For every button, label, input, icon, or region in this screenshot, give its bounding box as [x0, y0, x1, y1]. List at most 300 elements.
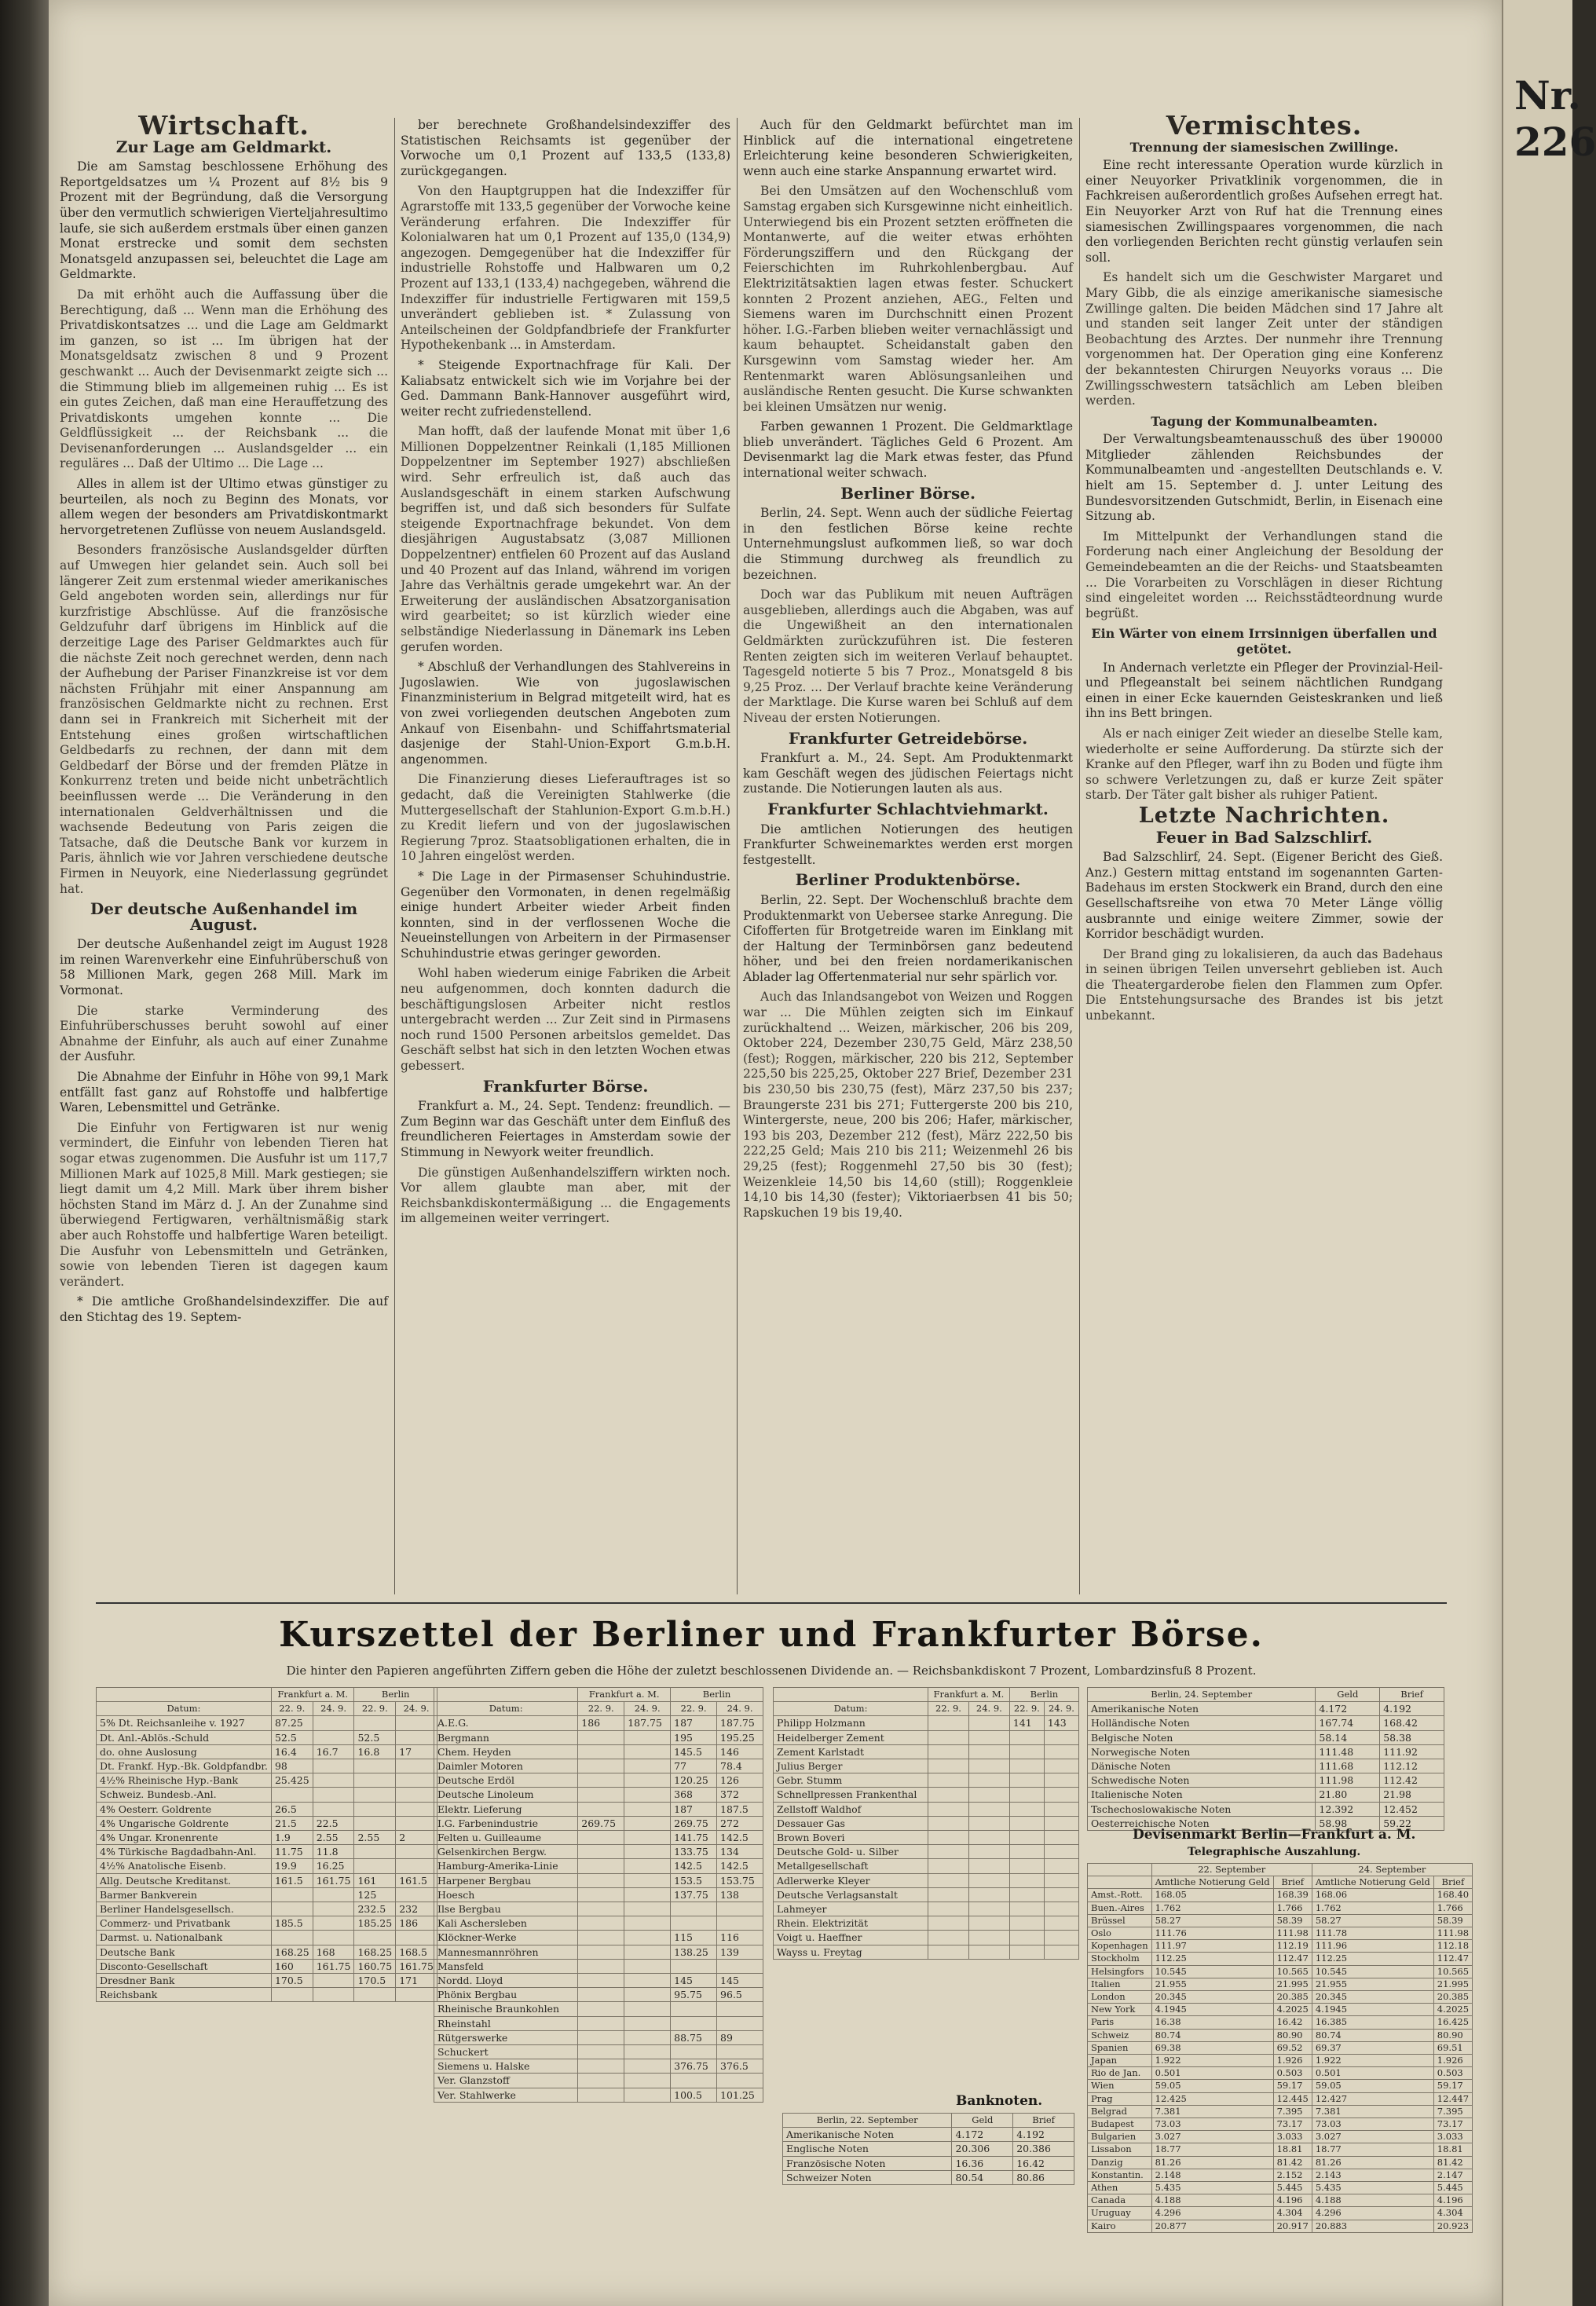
security-name: Dt. Frankf. Hyp.-Bk. Goldpfandbr. [97, 1759, 272, 1773]
rate-value: 167.74 [1316, 1716, 1380, 1730]
quote-value: 19.9 [271, 1859, 313, 1873]
quote-value [313, 1974, 354, 1988]
security-name: Kali Aschersleben [434, 1916, 578, 1931]
rate-value: 18.81 [1433, 2143, 1472, 2156]
place-name: Canada [1088, 2194, 1152, 2207]
quote-value: 185.25 [354, 1916, 396, 1931]
quote-value [928, 1945, 969, 1959]
rate-value: 1.762 [1312, 1902, 1433, 1914]
rate-value: 0.501 [1151, 2067, 1273, 2080]
filler-text: Die günstigen Außenhandelsziffern wirkten noch. Vor allem glaubte man aber, mit der Reichsbankdiskontermäßigung ... die Engagements im allgemeinen weiter verringert. [401, 1165, 730, 1226]
quote-value: 52.5 [271, 1730, 313, 1744]
quote-value [1044, 1873, 1078, 1887]
quote-value: 22.5 [313, 1816, 354, 1830]
rate-value: 7.381 [1151, 2105, 1273, 2117]
security-name: Ilse Bergbau [434, 1902, 578, 1916]
quote-value: 101.25 [717, 2088, 763, 2102]
column-header: 22. 9. [578, 1702, 624, 1716]
group-header: Berlin [354, 1688, 437, 1702]
table-row [774, 1931, 1079, 1945]
table-row [1088, 2092, 1473, 2105]
rate-value: 69.38 [1151, 2041, 1273, 2054]
quote-value [624, 2088, 671, 2102]
quote-value [624, 1916, 671, 1931]
table-row [783, 2142, 1074, 2156]
quote-value [578, 2045, 624, 2059]
currency-name: Schweizer Noten [783, 2170, 952, 2184]
devisen-subtitle: Telegraphische Auszahlung. [1188, 1846, 1361, 1858]
table-row [774, 1730, 1079, 1744]
security-name: Deutsche Bank [97, 1945, 272, 1959]
security-name: A.E.G. [434, 1716, 578, 1730]
quote-value [624, 1859, 671, 1873]
column-header: 24. 9. [396, 1702, 437, 1716]
quote-value: 161.75 [396, 1959, 437, 1973]
quote-value [1044, 1902, 1078, 1916]
security-name: Mansfeld [434, 1959, 578, 1973]
quote-value [313, 1716, 354, 1730]
newspaper-page [49, 0, 1502, 2306]
quote-value [578, 1873, 624, 1887]
quote-value [968, 1816, 1009, 1830]
table-row [1088, 2080, 1473, 2092]
table-row [434, 2088, 763, 2102]
quote-value: 2.55 [313, 1831, 354, 1845]
security-name: Darmst. u. Nationalbank [97, 1931, 272, 1945]
table-row [1088, 1744, 1444, 1759]
banknoten-table [782, 2113, 1074, 2185]
rate-value: 20.385 [1273, 1991, 1312, 2004]
rate-value: 111.92 [1380, 1744, 1444, 1759]
rate-value: 112.19 [1273, 1940, 1312, 1953]
paragraph: Farben gewannen 1 Prozent. Die Geldmarktlage blieb unverändert. Tägliches Geld 6 Prozent. Am Devisenmarkt lag die Mark etwas fester, das Pfund international weiter schwach. [743, 419, 1073, 481]
quote-value [1044, 1816, 1078, 1830]
stock-table-misc [773, 1687, 1079, 1960]
quote-value: 187.75 [624, 1716, 671, 1730]
table-row [1088, 2105, 1473, 2117]
security-name: 5% Dt. Reichsanleihe v. 1927 [97, 1716, 272, 1730]
table-row [97, 1802, 437, 1816]
quote-value: 161.75 [313, 1873, 354, 1887]
quote-value [1009, 1816, 1044, 1830]
quote-value [313, 1887, 354, 1902]
filler-text: Im Mittelpunkt der Verhandlungen stand die Forderung nach einer Angleichung der Besoldung der Gemeindebeamten an die der Reichs- und Staatsbeamten ... Die Vorarbeiten zu Vorschlägen in dieser Richtung sind eingeleitet worden ... Reichsstädteordnung wurde begrüßt. [1085, 529, 1443, 620]
rate-value: 168.06 [1312, 1889, 1433, 1902]
security-name: Metallgesellschaft [774, 1859, 928, 1873]
table-row [1088, 1773, 1444, 1788]
quote-value: 187.75 [717, 1716, 763, 1730]
quote-value [396, 1859, 437, 1873]
table-row [1088, 1902, 1473, 1914]
rate-value: 7.395 [1433, 2105, 1472, 2117]
rate-value: 20.385 [1433, 1991, 1472, 2004]
quote-value [396, 1988, 437, 2002]
rate-value: 21.995 [1273, 1978, 1312, 1990]
next-page-edge [1502, 0, 1596, 2306]
column-header: 22. 9. [354, 1702, 396, 1716]
quote-value [396, 1802, 437, 1816]
place-name: Konstantin. [1088, 2169, 1152, 2181]
quote-value [968, 1744, 1009, 1759]
table-row [97, 1773, 437, 1788]
quote-value: 185.5 [271, 1916, 313, 1931]
quote-value [624, 1759, 671, 1773]
security-name: Heidelberger Zement [774, 1730, 928, 1744]
security-name: Gelsenkirchen Bergw. [434, 1845, 578, 1859]
quote-value: 232 [396, 1902, 437, 1916]
table-row [1088, 2131, 1473, 2143]
article-title-getreideboerse: Frankfurter Getreidebörse. [788, 728, 1028, 748]
rate-value: 81.26 [1312, 2156, 1433, 2169]
table-row [1088, 2004, 1473, 2016]
quote-value [313, 1730, 354, 1744]
quote-value [1009, 1788, 1044, 1802]
quote-value [354, 1988, 396, 2002]
rate-value: 69.37 [1312, 2041, 1433, 2054]
quote-value [671, 2074, 717, 2088]
quote-value: 142.5 [671, 1859, 717, 1873]
table-row [97, 1788, 437, 1802]
quote-value [354, 1816, 396, 1830]
rate-value: 20.345 [1151, 1991, 1273, 2004]
rate-value: 10.565 [1273, 1965, 1312, 1978]
filler-text: Als er nach einiger Zeit wieder an dieselbe Stelle kam, wiederholte er seine Aufforderung. Da stürzte sich der Kranke auf den Pfleger, warf ihn zu Boden und fügte ihm so schwere Verletzungen zu, daß er kurze Zeit später starb. Der Täter galt bisher als ruhiger Patient. [1085, 726, 1443, 803]
group-header: Frankfurt a. M. [928, 1688, 1010, 1702]
quote-value: 186 [396, 1916, 437, 1931]
rate-value: 21.995 [1433, 1978, 1472, 1990]
quote-value: 161 [354, 1873, 396, 1887]
quote-value [578, 1788, 624, 1802]
table-row [774, 1916, 1079, 1931]
quote-value [671, 2016, 717, 2030]
column-header: 24. 9. [624, 1702, 671, 1716]
rate-value: 4.2025 [1273, 2004, 1312, 2016]
table-row [434, 2016, 763, 2030]
rate-value: 80.74 [1151, 2029, 1273, 2041]
quote-value [624, 1974, 671, 1988]
article-title-produktenboerse: Berliner Produktenbörse. [795, 870, 1021, 890]
quote-value: 2.55 [354, 1831, 396, 1845]
quote-value [313, 1931, 354, 1945]
article-title-kommunalbeamte: Tagung der Kommunalbeamten. [1151, 413, 1378, 429]
table-row [97, 1988, 437, 2002]
quote-value [968, 1931, 1009, 1945]
quote-value [396, 1845, 437, 1859]
quote-value [1044, 1931, 1078, 1945]
security-name: Deutsche Verlagsanstalt [774, 1887, 928, 1902]
paragraph: Eine recht interessante Operation wurde kürzlich in einer Neuyorker Privatklinik vorgenommen, die in Fachkreisen außerordentlich großes Aufsehen erregt hat. Ein Neuyorker Arzt von Ruf hat die Trennung eines siamesischen Zwillingspaares vorgenommen, die nach den vorliegenden Berichten recht günstig verlaufen sein soll. [1085, 158, 1443, 265]
table-row [1088, 2207, 1473, 2220]
column-vermischtes [1085, 110, 1443, 1029]
security-name: Adlerwerke Kleyer [774, 1873, 928, 1887]
security-name: I.G. Farbenindustrie [434, 1816, 578, 1830]
table-row [434, 2030, 763, 2044]
quote-value: 195 [671, 1730, 717, 1744]
rate-value: 111.98 [1433, 1927, 1472, 1940]
stock-table-bonds-banks [96, 1687, 437, 2002]
rate-value: 111.48 [1316, 1744, 1380, 1759]
rate-value: 16.425 [1433, 2016, 1472, 2029]
table-row [97, 1873, 437, 1887]
kurszettel-title: Kurszettel der Berliner und Frankfurter Börse. [279, 1615, 1264, 1655]
rate-value: 12.427 [1312, 2092, 1433, 2105]
column-rule [394, 118, 395, 1594]
quote-value [928, 1816, 969, 1830]
rate-value: 80.90 [1273, 2029, 1312, 2041]
rate-value: 4.196 [1433, 2194, 1472, 2207]
article-title-frankfurter-boerse: Frankfurter Börse. [482, 1076, 649, 1096]
paragraph: Der deutsche Außenhandel zeigt im August 1928 im reinen Warenverkehr eine Einfuhrüberschuß von 58 Millionen Mark, gegen 268 Mill. Mark im Vormonat. [60, 937, 388, 998]
rate-value: 59.05 [1312, 2080, 1433, 2092]
rate-value: 10.565 [1433, 1965, 1472, 1978]
quote-value [578, 1974, 624, 1988]
quote-value [968, 1873, 1009, 1887]
place-name: Japan [1088, 2055, 1152, 2067]
rate-value: 1.926 [1273, 2055, 1312, 2067]
security-name: Disconto-Gesellschaft [97, 1959, 272, 1973]
place-name: Italien [1088, 1978, 1152, 1990]
paragraph: Frankfurt a. M., 24. Sept. Am Produktenmarkt kam Geschäft wegen des jüdischen Feiertags nicht zustande. Die Notierungen lauten als aus. [743, 751, 1073, 796]
quote-value: 141 [1009, 1716, 1044, 1730]
security-name: Wayss u. Freytag [774, 1945, 928, 1959]
paragraph: In Andernach verletzte ein Pfleger der Provinzial-Heil- und Pflegeanstalt bei seinem nächtlichen Rundgang einen in einer Ecke kauernden Geisteskranken und ließ ihn ins Bett bringen. [1085, 660, 1443, 721]
column-header: 24. 9. [717, 1702, 763, 1716]
security-name: Nordd. Lloyd [434, 1974, 578, 1988]
table-row [97, 1759, 437, 1773]
column-header: 24. 9. [968, 1702, 1009, 1716]
rate-value: 18.81 [1273, 2143, 1312, 2156]
rate-value: 2.148 [1151, 2169, 1273, 2181]
quote-value [1044, 1773, 1078, 1788]
rate-value: 5.435 [1151, 2182, 1273, 2194]
quote-value: 16.25 [313, 1859, 354, 1873]
security-name: Philipp Holzmann [774, 1716, 928, 1730]
quote-value: 160.75 [354, 1959, 396, 1973]
quote-value [624, 1730, 671, 1744]
rate-value: 4.172 [1316, 1702, 1380, 1716]
security-name: Phönix Bergbau [434, 1988, 578, 2002]
date-header: 22. September [1151, 1864, 1312, 1876]
rate-value: 4.296 [1151, 2207, 1273, 2220]
rate-value: 20.877 [1151, 2220, 1273, 2232]
paragraph: ber berechnete Großhandelsindexziffer des Statistischen Reichsamts ist gegenüber der Vorwoche um 0,1 Prozent auf 133,5 (133,8) zurückgegangen. [401, 118, 730, 178]
column-header: Berlin, 24. September [1088, 1688, 1316, 1702]
quote-value [578, 2016, 624, 2030]
paragraph: Berlin, 24. Sept. Wenn auch der südliche Feiertag in den festlichen Börse keine rechte Unternehmungslust aufkommen ließ, so war doch die Stimmung durchweg als freundlich zu bezeichnen. [743, 506, 1073, 582]
quote-value: 11.75 [271, 1845, 313, 1859]
quote-value [313, 1759, 354, 1773]
group-header: Berlin [1009, 1688, 1078, 1702]
quote-value [671, 2045, 717, 2059]
rate-value: 18.77 [1312, 2143, 1433, 2156]
table-row [783, 2170, 1074, 2184]
table-row [97, 1730, 437, 1744]
quote-value [928, 1859, 969, 1873]
place-name: New York [1088, 2004, 1152, 2016]
quote-value: 168 [313, 1945, 354, 1959]
currency-name: Holländische Noten [1088, 1716, 1316, 1730]
quote-value: 89 [717, 2030, 763, 2044]
quote-value: 153.5 [671, 1873, 717, 1887]
devisen-title: Devisenmarkt Berlin—Frankfurt a. M. [1133, 1827, 1416, 1843]
rate-value: 4.304 [1433, 2207, 1472, 2220]
security-name: Deutsche Erdöl [434, 1773, 578, 1788]
table-row [97, 1716, 437, 1730]
quote-value: 133.75 [671, 1845, 717, 1859]
table-row [434, 1788, 763, 1802]
article-title-feuer: Feuer in Bad Salzschlirf. [1155, 827, 1373, 847]
rate-value: 69.52 [1273, 2041, 1312, 2054]
table-row [434, 1931, 763, 1945]
place-name: Wien [1088, 2080, 1152, 2092]
security-name: 4% Türkische Bagdadbahn-Anl. [97, 1845, 272, 1859]
quote-value [1009, 1859, 1044, 1873]
quote-value [671, 2002, 717, 2016]
security-name: Deutsche Gold- u. Silber [774, 1845, 928, 1859]
security-name: Siemens u. Halske [434, 2059, 578, 2074]
quote-value [354, 1716, 396, 1730]
rate-value: 4.1945 [1312, 2004, 1433, 2016]
quote-value [928, 1802, 969, 1816]
rate-value: 111.78 [1312, 1927, 1433, 1940]
table-row [1088, 1927, 1473, 1940]
quote-value [624, 1902, 671, 1916]
quote-value [578, 1859, 624, 1873]
table-row [774, 1788, 1079, 1802]
table-row [434, 1988, 763, 2002]
quote-value [968, 1859, 1009, 1873]
quote-value [313, 1788, 354, 1802]
quote-value: 126 [717, 1773, 763, 1788]
rate-value: 112.25 [1151, 1953, 1273, 1965]
security-name: Hamburg-Amerika-Linie [434, 1859, 578, 1873]
rate-value: 80.74 [1312, 2029, 1433, 2041]
rate-value: 58.27 [1312, 1914, 1433, 1927]
security-name: Rhein. Elektrizität [774, 1916, 928, 1931]
quote-value: 2 [396, 1831, 437, 1845]
quote-value: 138.25 [671, 1945, 717, 1959]
quote-value [624, 2074, 671, 2088]
quote-value [271, 1788, 313, 1802]
column-header: Geld [952, 2114, 1013, 2128]
column-header: Datum: [774, 1702, 928, 1716]
filler-text: Die Einfuhr von Fertigwaren ist nur wenig vermindert, die Einfuhr von lebenden Tieren hat sogar etwas zugenommen. Die Ausfuhr ist um 117,7 Millionen Mark auf 1025,8 Mill. Mark gestiegen; sie liegt damit um 4,2 Mill. Mark über ihrem bisher höchsten Stand im März d. J. An der Zunahme sind überwiegend Fertigwaren, verhältnismäßig stark aber auch Rohstoffe und halbfertige Waren beteiligt. Die Ausfuhr von Lebensmitteln und Getränken, sowie von lebenden Tieren ist dagegen kaum verändert. [60, 1120, 388, 1289]
quote-value [624, 2045, 671, 2059]
quote-value: 168.25 [354, 1945, 396, 1959]
currency-name: Belgische Noten [1088, 1730, 1316, 1744]
quote-value [354, 1773, 396, 1788]
quote-value [578, 1902, 624, 1916]
quote-value: 26.5 [271, 1802, 313, 1816]
rate-value: 4.304 [1273, 2207, 1312, 2220]
quote-value [624, 1959, 671, 1973]
paragraph: Berlin, 22. Sept. Der Wochenschluß brachte dem Produktenmarkt von Ueberseе starke Anregung. Die Cifofferten für Brotgetreide waren im Einklang mit der Haltung der Terminbörsen ganz bedeutend höher, und bei den freien nordamerikanischen Ablader lag Offertenmaterial nur sehr spärlich vor. [743, 892, 1073, 984]
quote-value: 16.8 [354, 1744, 396, 1759]
rate-value: 80.54 [952, 2170, 1013, 2184]
table-row [1088, 2029, 1473, 2041]
rate-value: 2.143 [1312, 2169, 1433, 2181]
quote-value [313, 1916, 354, 1931]
security-name: Schuckert [434, 2045, 578, 2059]
rate-value: 1.762 [1151, 1902, 1273, 1914]
quote-value [717, 2002, 763, 2016]
table-row [1088, 1759, 1444, 1773]
quote-value [1009, 1945, 1044, 1959]
rate-value: 2.147 [1433, 2169, 1472, 2181]
table-row [1088, 1716, 1444, 1730]
security-name: Rütgerswerke [434, 2030, 578, 2044]
rate-value: 12.447 [1433, 2092, 1472, 2105]
place-name: Prag [1088, 2092, 1152, 2105]
rate-value: 4.1945 [1151, 2004, 1273, 2016]
quote-value [717, 2045, 763, 2059]
column-header: 24. 9. [1044, 1702, 1078, 1716]
security-name: Zellstoff Waldhof [774, 1802, 928, 1816]
quote-value: 139 [717, 1945, 763, 1959]
quote-value: 115 [671, 1931, 717, 1945]
quote-value: 95.75 [671, 1988, 717, 2002]
rate-value: 12.445 [1273, 2092, 1312, 2105]
quote-value [578, 1773, 624, 1788]
table-row [1088, 2182, 1473, 2194]
table-row [434, 1716, 763, 1730]
quote-value [578, 1802, 624, 1816]
quote-value: 88.75 [671, 2030, 717, 2044]
quote-value [396, 1931, 437, 1945]
article-title-aussenhandel: Der deutsche Außenhandel im August. [90, 899, 358, 934]
rate-value: 59.05 [1151, 2080, 1273, 2092]
article-title-waerter: Ein Wärter von einem Irrsinnigen überfallen und getötet. [1091, 626, 1437, 657]
filler-text: Doch war das Publikum mit neuen Aufträgen ausgeblieben, allerdings auch die Abgaben, was auf die Ungewißheit an den internationalen Geldmärkten zurückzuführen ist. Die festeren Renten zeigten sich im weiteren Verlauf behauptet. Tagesgeld notierte 5 bis 7 Proz., Monatsgeld 8 bis 9,25 Proz. ... Der Verlauf brachte keine Veränderung der Marktlage. Die Kurse waren bei Schluß auf dem Niveau der ersten Notierungen. [743, 587, 1073, 725]
quote-value [1009, 1887, 1044, 1902]
table-row [774, 1845, 1079, 1859]
filler-text: Da mit erhöht auch die Auffassung über die Berechtigung, daß ... Wenn man die Erhöhung des Privatdiskontsatzes ... und die Lage am Geldmarkt im ganzen, so ist ... Im übrigen hat der Monatsgeldsatz zwischen 8 und 9 Prozent geschwankt ... Auch der Devisenmarkt zeigte sich ... die Stimmung blieb im allgemeinen ruhig ... Es ist ein gutes Zeichen, daß man eine Herauffetzung des Privatdiskonts umgehen konnte ... Die Geldflüssigkeit ... der Reichsbank ... die Devisenanforderungen ... Auslandsgelder ... ein reguläres ... Daß der Ultimo ... Die Lage ... [60, 287, 388, 471]
rate-value: 20.386 [1013, 2142, 1074, 2156]
rate-value: 81.42 [1273, 2156, 1312, 2169]
quote-value: 171 [396, 1974, 437, 1988]
table-row [97, 1916, 437, 1931]
quote-value [354, 1845, 396, 1859]
quote-value [624, 1873, 671, 1887]
quote-value [624, 1802, 671, 1816]
quote-value: 269.75 [671, 1816, 717, 1830]
table-row [1088, 2194, 1473, 2207]
rate-value: 20.306 [952, 2142, 1013, 2156]
security-name: Dresdner Bank [97, 1974, 272, 1988]
rate-value: 4.188 [1151, 2194, 1273, 2207]
place-name: Danzig [1088, 2156, 1152, 2169]
paragraph: Alles in allem ist der Ultimo etwas günstiger zu beurteilen, als noch zu Beginn des Monats, vor allem wegen der besonders am Privatdiskontmarkt hervorgetretenen Zuflüsse von neuem Auslandsgeld. [60, 477, 388, 537]
security-name: Dessauer Gas [774, 1816, 928, 1830]
quote-value: 368 [671, 1788, 717, 1802]
rate-value: 111.98 [1316, 1773, 1380, 1788]
filler-text: Die Finanzierung dieses Lieferauftrages ist so gedacht, daß die Vereinigten Stahlwerke (die Muttergesellschaft der Stahlunion-Export G.m.b.H.) zu Kredit liefern und von der jugoslawischen Regierung 7proz. Staatsobligationen erhalten, die in 10 Jahren eingelöst werden. [401, 772, 730, 864]
quote-value: 52.5 [354, 1730, 396, 1744]
quote-value [1044, 1788, 1078, 1802]
table-row [434, 1802, 763, 1816]
security-name: Rheinstahl [434, 2016, 578, 2030]
table-row [434, 1845, 763, 1859]
quote-value [1044, 1730, 1078, 1744]
table-row [1088, 2041, 1473, 2054]
column-header: Geld [1316, 1688, 1380, 1702]
rate-value: 4.2025 [1433, 2004, 1472, 2016]
quote-value [578, 1759, 624, 1773]
rate-value: 73.17 [1433, 2118, 1472, 2131]
table-row [434, 1773, 763, 1788]
security-name: Daimler Motoren [434, 1759, 578, 1773]
quote-value: 161.75 [313, 1959, 354, 1973]
